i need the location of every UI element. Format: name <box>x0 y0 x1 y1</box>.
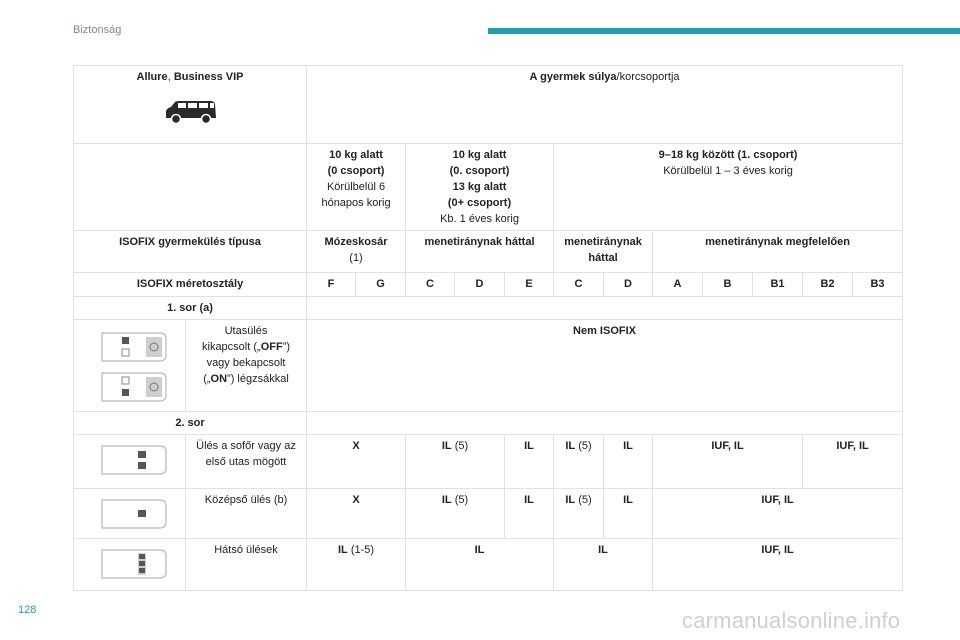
value-note: (5) <box>575 440 592 452</box>
behind-col-1: X <box>307 435 406 489</box>
rear-seats-label: Hátsó ülések <box>186 539 307 591</box>
not-isofix-cell: Nem ISOFIX <box>307 320 903 412</box>
airbag-off: OFF <box>260 341 283 353</box>
behind-seat-diagram-cell <box>74 435 186 489</box>
size-class-cell: C <box>406 273 455 297</box>
middle-col-6: IUF, IL <box>653 489 903 539</box>
size-class-cell: F <box>307 273 356 297</box>
car-top-row2-side-icon <box>78 438 181 478</box>
value-bold: IL <box>441 494 452 506</box>
behind-col-4 <box>554 435 604 489</box>
size-class-cell: B2 <box>803 273 853 297</box>
empty-cell <box>74 144 307 231</box>
seat-text: kikapcsolt („ <box>202 341 261 353</box>
value-note: (5) <box>451 440 469 452</box>
seat-text: Utasülés <box>224 325 268 337</box>
group-0 <box>307 144 406 231</box>
car-top-front-passenger-icon <box>78 323 181 407</box>
isofix-table <box>73 65 903 591</box>
group-0plus-line: Kb. 1 éves korig <box>440 213 519 225</box>
type-rearward-2: menetiránynak háttal <box>554 231 653 273</box>
middle-col-3: IL <box>505 489 554 539</box>
model-cell <box>74 66 307 144</box>
rear-col-2: IL <box>406 539 554 591</box>
rear-col-4: IUF, IL <box>653 539 903 591</box>
middle-seat-diagram-cell <box>74 489 186 539</box>
group-1-line: Körülbelül 1 – 3 éves korig <box>663 165 793 177</box>
size-class-cell: B <box>703 273 753 297</box>
car-top-rear-row-icon <box>78 542 181 582</box>
behind-col-3: IL <box>505 435 554 489</box>
model-allure: Allure <box>136 71 168 83</box>
rear-col-3: IL <box>554 539 653 591</box>
row1-title: 1. sor (a) <box>74 297 307 320</box>
middle-col-4 <box>554 489 604 539</box>
car-top-row2-middle-icon <box>78 492 181 532</box>
group-0plus <box>406 144 554 231</box>
behind-col-7: IUF, IL <box>803 435 903 489</box>
group-0plus-line: (0. csoport) <box>449 165 510 177</box>
group-0-line: Körülbelül 6 <box>326 181 386 193</box>
size-class-cell: B1 <box>753 273 803 297</box>
size-class-cell: E <box>505 273 554 297</box>
behind-seat-label: Ülés a sofőr vagy az első utas mögött <box>186 435 307 489</box>
size-class-cell: D <box>455 273 505 297</box>
type-mozeskosar-note: (1) <box>349 252 363 264</box>
size-class-cell: C <box>554 273 604 297</box>
seat-text: ”) légzsákkal <box>227 373 289 385</box>
size-class-cell: A <box>653 273 703 297</box>
size-class-cell: D <box>604 273 653 297</box>
section-title: Biztonság <box>73 24 122 36</box>
behind-col-6: IUF, IL <box>653 435 803 489</box>
value-bold: IL <box>565 440 576 452</box>
front-passenger-seat-label <box>186 320 307 412</box>
size-class-label: ISOFIX méretosztály <box>74 273 307 297</box>
page-number: 128 <box>18 604 37 616</box>
value-note: (1-5) <box>347 544 375 556</box>
isofix-type-label: ISOFIX gyermekülés típusa <box>74 231 307 273</box>
weight-header-bold: A gyermek súlya <box>529 71 617 83</box>
empty-cell <box>307 412 903 435</box>
group-0plus-line: (0+ csoport) <box>447 197 512 209</box>
type-mozeskosar-label: Mózeskosár <box>324 236 388 248</box>
model-separator: , <box>167 71 174 83</box>
group-0plus-line: 13 kg alatt <box>452 181 507 193</box>
value-bold: IL <box>441 440 452 452</box>
middle-seat-label: Középső ülés (b) <box>186 489 307 539</box>
car-side-icon <box>78 85 302 125</box>
model-business-vip: Business VIP <box>173 71 244 83</box>
middle-col-1: X <box>307 489 406 539</box>
front-seat-diagram-cell <box>74 320 186 412</box>
weight-header <box>307 66 903 144</box>
type-forward: menetiránynak megfelelően <box>653 231 903 273</box>
value-bold: IL <box>337 544 348 556</box>
rear-col-1 <box>307 539 406 591</box>
middle-col-5: IL <box>604 489 653 539</box>
group-0-line: hónapos korig <box>321 197 391 209</box>
weight-header-rest: /korcsoportja <box>616 71 680 83</box>
value-note: (5) <box>451 494 469 506</box>
group-1-line: 9–18 kg között (1. csoport) <box>658 149 798 161</box>
group-0-line: (0 csoport) <box>327 165 385 177</box>
empty-cell <box>307 297 903 320</box>
header-accent-bar <box>488 28 960 34</box>
size-class-cell: G <box>356 273 406 297</box>
behind-col-5: IL <box>604 435 653 489</box>
value-note: (5) <box>575 494 592 506</box>
type-mozeskosar <box>307 231 406 273</box>
row2-title: 2. sor <box>74 412 307 435</box>
group-0-line: 10 kg alatt <box>329 149 383 161</box>
behind-col-2 <box>406 435 505 489</box>
watermark: carmanualsonline.info <box>682 608 901 633</box>
type-rearward-1: menetiránynak háttal <box>406 231 554 273</box>
middle-col-2 <box>406 489 505 539</box>
airbag-on: ON <box>210 373 228 385</box>
group-1 <box>554 144 903 231</box>
rear-seat-diagram-cell <box>74 539 186 591</box>
size-class-cell: B3 <box>853 273 903 297</box>
value-bold: IL <box>565 494 576 506</box>
group-0plus-line: 10 kg alatt <box>452 149 507 161</box>
seat-text: ”) vagy bekapcsolt („ <box>203 341 291 385</box>
